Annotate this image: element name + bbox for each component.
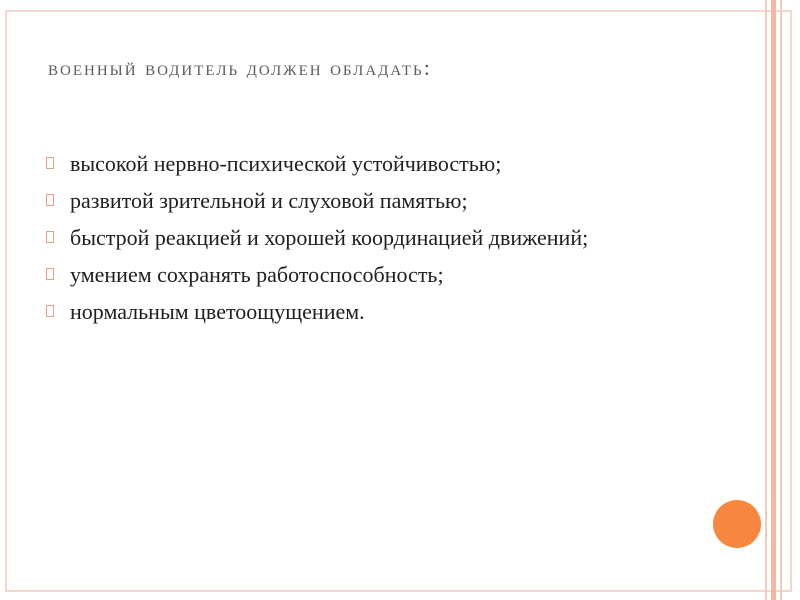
- bullet-icon: [46, 157, 54, 169]
- bullet-icon: [46, 268, 54, 280]
- decorative-stripe: [780, 0, 782, 600]
- slide-title: [48, 55, 432, 81]
- list-item: [44, 148, 684, 180]
- list-item-text: нормальным цветоощущением.: [70, 299, 365, 324]
- list-item: [44, 296, 684, 328]
- slide-title-text: военный водитель должен обладать: [48, 55, 424, 80]
- bullet-icon: [46, 194, 54, 206]
- bullet-icon: [46, 231, 54, 243]
- decorative-stripe: [771, 0, 776, 600]
- list-item: [44, 259, 684, 291]
- list-item-text: развитой зрительной и слуховой памятью;: [70, 188, 468, 213]
- decorative-circle-icon: [713, 500, 761, 548]
- list-item-text: умением сохранять работоспособность;: [70, 262, 444, 287]
- decorative-stripe: [765, 0, 767, 600]
- list-item: [44, 222, 684, 254]
- list-item: [44, 185, 684, 217]
- bullet-icon: [46, 305, 54, 317]
- slide-title-colon: :: [423, 55, 432, 80]
- bullet-list: [44, 148, 684, 333]
- list-item-text: быстрой реакцией и хорошей координацией движений;: [70, 225, 589, 250]
- list-item-text: высокой нервно-психической устойчивостью;: [70, 151, 502, 176]
